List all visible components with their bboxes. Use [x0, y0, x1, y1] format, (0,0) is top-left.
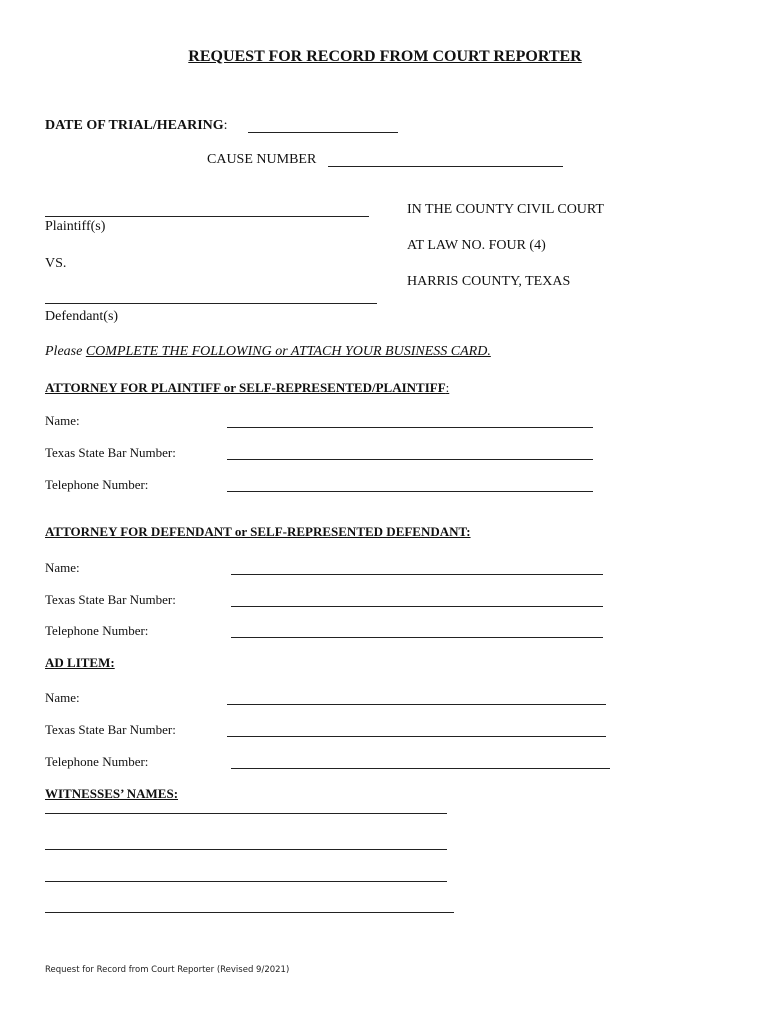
ad-litem-bar-label: Texas State Bar Number:: [45, 722, 176, 737]
ad-litem-bar-blank[interactable]: [227, 736, 606, 737]
ad-litem-heading: AD LITEM:: [45, 655, 115, 670]
defendant-attorney-name-blank[interactable]: [231, 574, 603, 575]
page-title: REQUEST FOR RECORD FROM COURT REPORTER: [188, 48, 582, 65]
ad-litem-name-blank[interactable]: [227, 704, 606, 705]
witness-line-1[interactable]: [45, 813, 447, 814]
defendant-attorney-bar-blank[interactable]: [231, 606, 603, 607]
ad-litem-phone-blank[interactable]: [231, 768, 610, 769]
ad-litem-phone-label: Telephone Number:: [45, 754, 149, 769]
plaintiff-attorney-heading-colon: :: [445, 380, 450, 395]
court-line-3: HARRIS COUNTY, TEXAS: [407, 274, 571, 289]
plaintiff-attorney-name-blank[interactable]: [227, 427, 593, 428]
instruction-please: Please: [45, 344, 86, 359]
date-of-trial-colon: :: [223, 118, 228, 133]
instruction-text: COMPLETE THE FOLLOWING or ATTACH YOUR BUSINESS CARD.: [85, 344, 491, 359]
witness-line-4[interactable]: [45, 912, 454, 913]
defendant-attorney-phone-blank[interactable]: [231, 637, 603, 638]
witness-line-3[interactable]: [45, 881, 447, 882]
date-of-trial-label: DATE OF TRIAL/HEARING: [45, 118, 224, 133]
defendant-label: Defendant(s): [45, 309, 119, 324]
defendant-attorney-name-label: Name:: [45, 560, 80, 575]
plaintiff-blank[interactable]: [45, 216, 369, 217]
court-line-2: AT LAW NO. FOUR (4): [407, 238, 546, 253]
date-of-trial-row: [45, 118, 228, 134]
defendant-attorney-bar-label: Texas State Bar Number:: [45, 592, 176, 607]
plaintiff-attorney-phone-label: Telephone Number:: [45, 477, 149, 492]
witness-line-2[interactable]: [45, 849, 447, 850]
ad-litem-name-label: Name:: [45, 690, 80, 705]
footer-text: Request for Record from Court Reporter (Revised 9/2021): [45, 965, 290, 975]
plaintiff-attorney-heading: ATTORNEY FOR PLAINTIFF or SELF-REPRESENTED/PLAINTIFF: [45, 380, 446, 395]
defendant-attorney-phone-label: Telephone Number:: [45, 623, 149, 638]
plaintiff-attorney-phone-blank[interactable]: [227, 491, 593, 492]
plaintiff-attorney-name-label: Name:: [45, 413, 80, 428]
instruction: [45, 344, 491, 360]
witnesses-heading: WITNESSES’ NAMES:: [45, 786, 179, 801]
plaintiff-label: Plaintiff(s): [45, 219, 106, 234]
plaintiff-attorney-heading-row: [45, 380, 449, 396]
plaintiff-attorney-bar-blank[interactable]: [227, 459, 593, 460]
court-line-1: IN THE COUNTY CIVIL COURT: [407, 202, 604, 217]
plaintiff-attorney-bar-label: Texas State Bar Number:: [45, 445, 176, 460]
defendant-attorney-heading: ATTORNEY FOR DEFENDANT or SELF-REPRESENTED DEFENDANT:: [45, 524, 471, 539]
cause-number-blank[interactable]: [328, 166, 563, 167]
date-of-trial-blank[interactable]: [248, 132, 398, 133]
vs-label: VS.: [45, 256, 67, 271]
defendant-blank[interactable]: [45, 303, 377, 304]
cause-number-label: CAUSE NUMBER: [207, 152, 317, 167]
